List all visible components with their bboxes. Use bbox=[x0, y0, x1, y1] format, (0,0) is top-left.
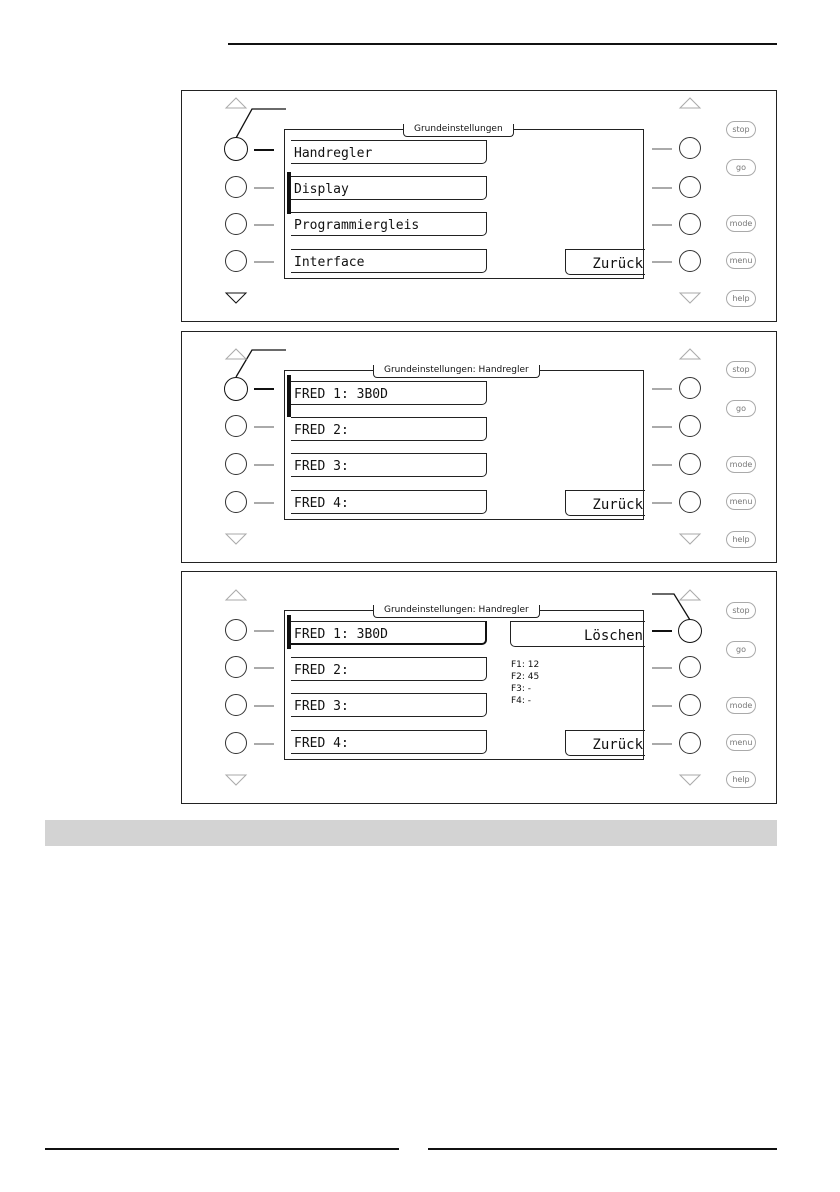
menu-item-fred-4[interactable]: FRED 4: bbox=[291, 730, 487, 754]
softkey-left-1[interactable] bbox=[225, 619, 247, 641]
softkey-left-2[interactable] bbox=[225, 415, 247, 437]
connector bbox=[652, 388, 672, 390]
connector bbox=[652, 426, 672, 428]
menu-item-fred-1[interactable]: FRED 1: 3B0D bbox=[291, 621, 487, 645]
connector bbox=[254, 388, 274, 390]
connector bbox=[254, 261, 274, 263]
footer-rule-right bbox=[428, 1148, 777, 1150]
menu-item-fred-3[interactable]: FRED 3: bbox=[291, 693, 487, 717]
mode-button[interactable]: mode bbox=[726, 456, 756, 473]
connector bbox=[254, 187, 274, 189]
go-button[interactable]: go bbox=[726, 641, 756, 658]
zurueck-button[interactable]: Zurück bbox=[565, 490, 645, 516]
connector bbox=[254, 743, 274, 745]
connector bbox=[254, 426, 274, 428]
connector bbox=[254, 667, 274, 669]
stop-button[interactable]: stop bbox=[726, 361, 756, 378]
function-f2: F2: 45 bbox=[511, 672, 540, 682]
display-screen bbox=[284, 124, 644, 279]
mode-button[interactable]: mode bbox=[726, 215, 756, 232]
menu-item-fred-2[interactable]: FRED 2: bbox=[291, 657, 487, 681]
softkey-left-3[interactable] bbox=[225, 213, 247, 235]
section-bar bbox=[45, 820, 777, 846]
connector bbox=[254, 224, 274, 226]
softkey-left-2[interactable] bbox=[225, 656, 247, 678]
menu-item-fred-2[interactable]: FRED 2: bbox=[291, 417, 487, 441]
softkey-right-3[interactable] bbox=[679, 453, 701, 475]
device-panel-2 bbox=[181, 331, 777, 563]
softkey-left-3[interactable] bbox=[225, 453, 247, 475]
softkey-right-4[interactable] bbox=[679, 732, 701, 754]
menu-button[interactable]: menu bbox=[726, 493, 756, 510]
connector bbox=[254, 149, 274, 151]
softkey-right-4[interactable] bbox=[679, 491, 701, 513]
go-button[interactable]: go bbox=[726, 159, 756, 176]
connector bbox=[254, 630, 274, 632]
menu-button[interactable]: menu bbox=[726, 734, 756, 751]
help-button[interactable]: help bbox=[726, 771, 756, 788]
header-rule bbox=[228, 43, 777, 45]
connector bbox=[254, 705, 274, 707]
softkey-left-1[interactable] bbox=[224, 137, 248, 161]
connector bbox=[652, 667, 672, 669]
softkey-right-2[interactable] bbox=[679, 176, 701, 198]
softkey-left-4[interactable] bbox=[225, 732, 247, 754]
device-panel-3 bbox=[181, 571, 777, 804]
zurueck-button[interactable]: Zurück bbox=[565, 249, 645, 275]
menu-item-handregler[interactable]: Handregler bbox=[291, 140, 487, 164]
stop-button[interactable]: stop bbox=[726, 121, 756, 138]
connector bbox=[652, 187, 672, 189]
connector bbox=[652, 630, 672, 632]
softkey-right-1[interactable] bbox=[679, 377, 701, 399]
footer-rule-left bbox=[45, 1148, 399, 1150]
menu-item-fred-1[interactable]: FRED 1: 3B0D bbox=[291, 381, 487, 405]
stop-button[interactable]: stop bbox=[726, 602, 756, 619]
display-screen bbox=[284, 365, 644, 520]
menu-item-interface[interactable]: Interface bbox=[291, 249, 487, 273]
function-f1: F1: 12 bbox=[511, 660, 540, 670]
screen-title: Grundeinstellungen bbox=[403, 124, 514, 137]
menu-button[interactable]: menu bbox=[726, 252, 756, 269]
softkey-right-2[interactable] bbox=[679, 656, 701, 678]
loeschen-button[interactable]: Löschen bbox=[510, 621, 645, 647]
softkey-right-1[interactable] bbox=[678, 619, 702, 643]
softkey-left-3[interactable] bbox=[225, 694, 247, 716]
device-panel-1 bbox=[181, 90, 777, 322]
connector bbox=[652, 148, 672, 150]
softkey-left-2[interactable] bbox=[225, 176, 247, 198]
help-button[interactable]: help bbox=[726, 531, 756, 548]
connector bbox=[652, 705, 672, 707]
connector bbox=[254, 502, 274, 504]
display-screen bbox=[284, 605, 644, 760]
connector bbox=[652, 224, 672, 226]
menu-item-display[interactable]: Display bbox=[291, 176, 487, 200]
connector bbox=[652, 261, 672, 263]
connector bbox=[652, 464, 672, 466]
softkey-right-3[interactable] bbox=[679, 694, 701, 716]
zurueck-button[interactable]: Zurück bbox=[565, 730, 645, 756]
softkey-left-4[interactable] bbox=[225, 250, 247, 272]
connector bbox=[652, 502, 672, 504]
menu-item-fred-3[interactable]: FRED 3: bbox=[291, 453, 487, 477]
connector bbox=[652, 743, 672, 745]
softkey-right-4[interactable] bbox=[679, 250, 701, 272]
menu-item-programmiergleis[interactable]: Programmiergleis bbox=[291, 212, 487, 236]
go-button[interactable]: go bbox=[726, 400, 756, 417]
mode-button[interactable]: mode bbox=[726, 697, 756, 714]
screen-title: Grundeinstellungen: Handregler bbox=[373, 605, 540, 618]
help-button[interactable]: help bbox=[726, 290, 756, 307]
menu-item-fred-4[interactable]: FRED 4: bbox=[291, 490, 487, 514]
connector bbox=[254, 464, 274, 466]
softkey-right-2[interactable] bbox=[679, 415, 701, 437]
softkey-left-1[interactable] bbox=[224, 377, 248, 401]
softkey-right-1[interactable] bbox=[679, 137, 701, 159]
softkey-left-4[interactable] bbox=[225, 491, 247, 513]
function-f3: F3: - bbox=[511, 684, 532, 694]
function-f4: F4: - bbox=[511, 696, 532, 706]
screen-title: Grundeinstellungen: Handregler bbox=[373, 365, 540, 378]
softkey-right-3[interactable] bbox=[679, 213, 701, 235]
